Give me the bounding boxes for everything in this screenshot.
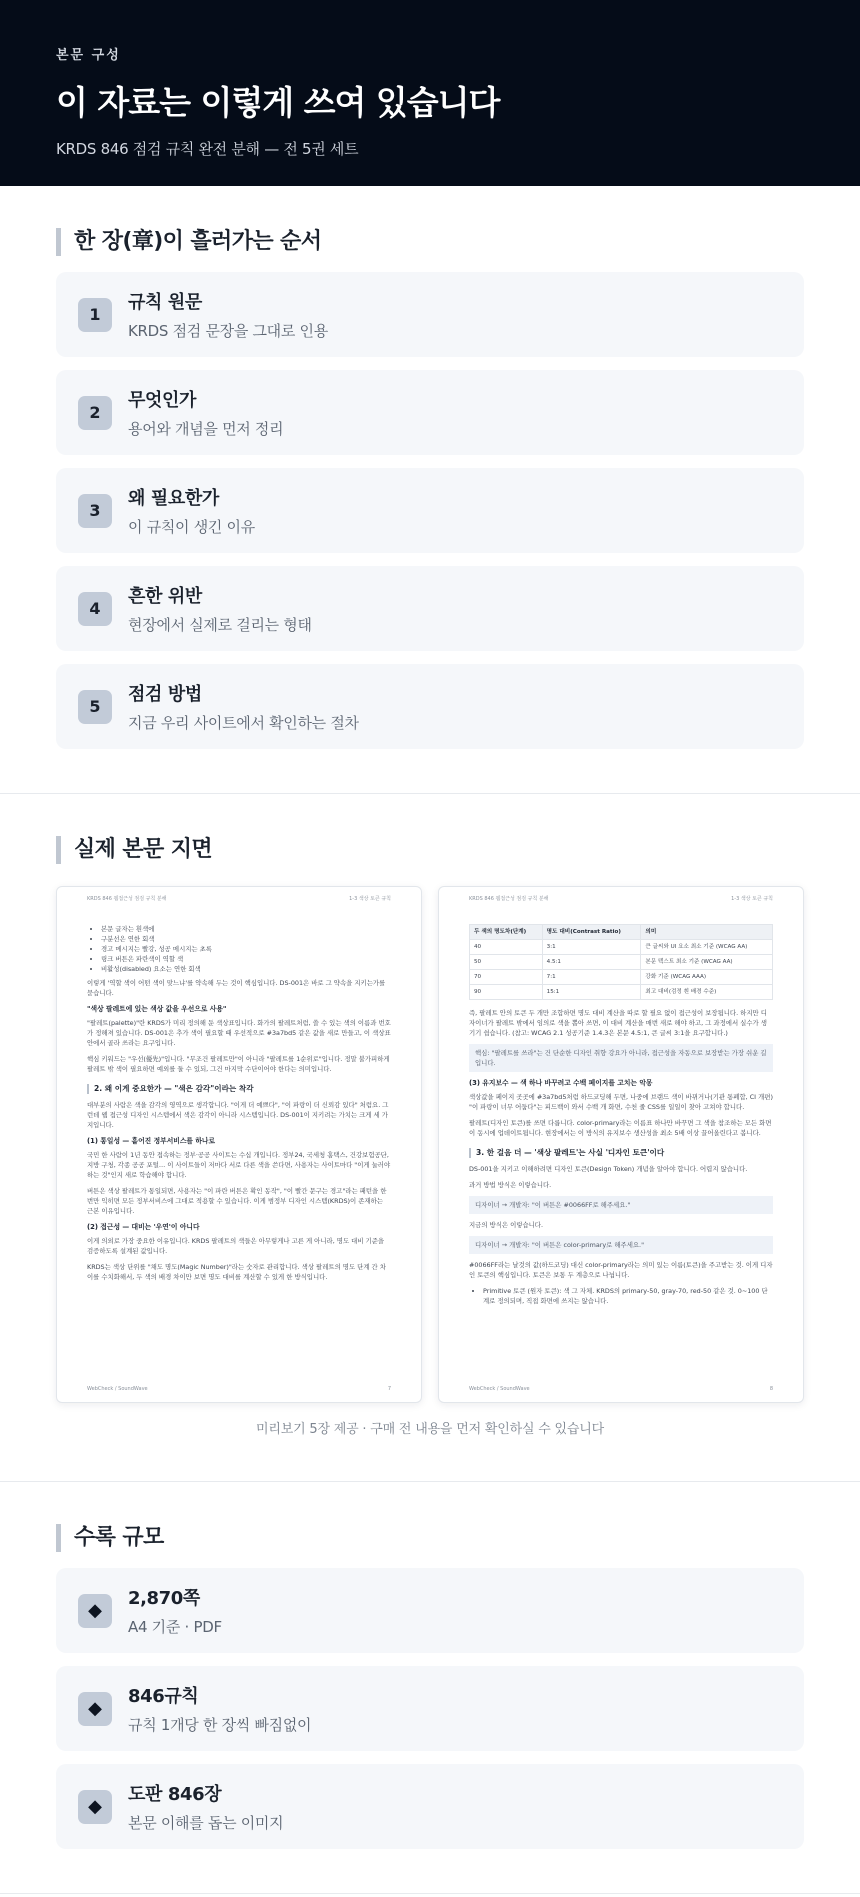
scale-card — [56, 1764, 804, 1849]
paragraph: #0066FF라는 날것의 값(하드코딩) 대신 color-primary라는 의미 있는 이름(토큰)을 주고받는 것. 이게 디자인 토큰의 핵심입니다. 토큰은 보통 두 계층으로 나뉩니다. — [469, 1261, 773, 1279]
paragraph: 대부분의 사람은 색을 감각의 영역으로 생각합니다. "이게 더 예쁘다", "이 파랑이 더 신뢰감 있다" 처럼요. 그런데 웹 접근성 디자인 시스템에서 색은 감각이 아니라 시스템입니다. DS-001이 지키려는 가치는 크게 세 가지입니다. — [87, 1101, 389, 1129]
list-item: • 경고 메시지는 빨강, 성공 메시지는 초록 — [101, 944, 391, 954]
preview-section — [0, 794, 860, 1481]
flow-step-card — [56, 272, 804, 357]
list-item: • Primitive 토큰 (원자 토큰): 색 그 자체. KRDS의 primary-50, gray-70, red-50 같은 것. 0~100 단계로 정의되며, 직접 화면에 쓰지는 않습니다. — [483, 1286, 773, 1306]
preview-title: 실제 본문 지면 — [56, 836, 804, 864]
page-body — [469, 924, 773, 1306]
page-number: 7 — [387, 1386, 391, 1392]
paragraph: 버튼은 색상 팔레트가 통일되면, 사용자는 "이 파란 버튼은 확인 동작", "이 빨간 문구는 경고"라는 패턴을 한 번만 익히면 모든 정부서비스에 그대로 적용할 수 있습니다. 이게 범정부 디자인 시스템(KRDS)이 존재하는 근본 이유입니다. — [87, 1187, 387, 1215]
code-example: 디자이너 → 개발자: "이 버튼은 #0066FF로 해주세요." — [469, 1196, 773, 1214]
bullet-list — [469, 1286, 773, 1306]
table-header-cell: 두 색의 명도차(단계) — [470, 925, 543, 940]
paragraph: 색상값을 페이지 곳곳에 #3a7bd5처럼 하드코딩해 두면, 나중에 브랜드 색이 바뀌거나(기관 통폐합, CI 개편) "이 파랑이 너무 어둡다"는 피드백이 와서 수백 개 화면, 수천 줄 CSS를 일일이 찾아 고쳐야 합니다. — [469, 1093, 773, 1111]
table-cell: 3:1 — [542, 940, 641, 955]
step-number-badge: 1 — [78, 298, 112, 332]
table-cell: 7:1 — [542, 970, 641, 985]
diamond-icon: ◆ — [78, 1692, 112, 1726]
scale-description: A4 기준 · PDF — [128, 1618, 222, 1636]
paragraph: 국민 한 사람이 1년 동안 접속하는 정부·공공 사이트는 수십 개입니다. 정부24, 국세청 홈택스, 건강보험공단, 지방 구청, 각종 공공 포털… 이 사이트들이 저마다 서로 다른 색을 쓴다면, 사용자는 사이트마다 "이게 눌러야 하는 것"인지 새로 학습해야 합니다. — [87, 1151, 391, 1179]
page-header — [87, 895, 391, 902]
table-row — [470, 970, 773, 985]
table-cell: 90 — [470, 985, 543, 1000]
bullet-list — [87, 924, 391, 974]
table-cell: 본문 텍스트 최소 기준 (WCAG AA) — [641, 955, 773, 970]
preview-caption: 미리보기 5장 제공 · 구매 전 내용을 먼저 확인하실 수 있습니다 — [256, 1422, 604, 1437]
step-description: 용어와 개념을 먼저 정리 — [128, 420, 284, 438]
paragraph: "팔레트(palette)"란 KRDS가 미리 정의해 둔 색상표입니다. 화가의 팔레트처럼, 쓸 수 있는 색의 이름과 번호가 정해져 있습니다. DS-001은 추가 색이 필요할 때 우선적으로 #3a7bd5 같은 값을 새로 만들고, 이 색상표 안에서 골라 쓰라는 요구입니다. — [87, 1019, 391, 1047]
paragraph: 이렇게 '역할 색이 어떤 색이 맞느냐'를 약속해 두는 것이 핵심입니다. DS-001은 바로 그 약속을 지키는가를 묻습니다. — [87, 979, 386, 997]
step-number-badge: 4 — [78, 592, 112, 626]
scale-value: 846규칙 — [128, 1686, 199, 1707]
page-footer — [469, 1386, 773, 1392]
paragraph: 팔레트(디자인 토큰)를 쓰면 다릅니다. color-primary라는 이름표 하나만 바꾸면 그 색을 참조하는 모든 화면이 동시에 업데이트됩니다. 현장에서는 이 방식의 유지보수 생산성을 최소 5배 이상 끌어올린다고 봅니다. — [469, 1119, 772, 1137]
table-cell: 15:1 — [542, 985, 641, 1000]
scale-value: 도판 846장 — [128, 1784, 222, 1805]
contrast-table — [469, 924, 773, 1000]
page-footer-left: WebCheck / SoundWave — [469, 1386, 530, 1392]
paragraph: 즉, 팔레트 안의 토큰 두 개만 조합하면 명도 대비 계산을 따로 할 필요 없이 접근성이 보장됩니다. 하지만 디자이너가 팔레트 밖에서 임의로 색을 뽑아 쓰면, 이 대비 계산을 매번 새로 해야 하고, 그 과정에서 실수가 생기기 쉽습니다. (참고: WCAG 2.1 성공기준 1.4.3은 본문 4.5:1, 큰 글씨 3:1을 요구합니다.) — [469, 1009, 767, 1037]
list-item: • 비활성(disabled) 요소는 연한 회색 — [101, 964, 391, 974]
page-footer-left: WebCheck / SoundWave — [87, 1386, 148, 1392]
preview-page-right — [438, 886, 804, 1403]
code-example: 디자이너 → 개발자: "이 버튼은 color-primary로 해주세요." — [469, 1236, 773, 1254]
hero-eyebrow: 본문 구성 — [56, 48, 121, 63]
scale-card — [56, 1568, 804, 1653]
paragraph: 과거 방법 방식은 이렇습니다. — [469, 1181, 552, 1189]
scale-value: 2,870쪽 — [128, 1588, 200, 1609]
section-heading: 2. 왜 이게 중요한가 — "색은 감각"이라는 착각 — [87, 1084, 391, 1094]
page-header-right: 1-3 색상 토큰 규칙 — [731, 896, 773, 902]
table-row — [470, 940, 773, 955]
table-cell: 50 — [470, 955, 543, 970]
step-description: 현장에서 실제로 걸리는 형태 — [128, 616, 312, 634]
step-number-badge: 3 — [78, 494, 112, 528]
list-item: • 링크 버튼은 파란색이 역할 색 — [101, 954, 391, 964]
sub-heading: (2) 접근성 — 대비는 '우연'이 아니다 — [87, 1223, 200, 1231]
page-header — [469, 895, 773, 902]
section-heading: 3. 한 걸음 더 — '색상 팔레트'는 사실 '디자인 토큰'이다 — [469, 1148, 773, 1158]
table-header-cell: 명도 대비(Contrast Ratio) — [542, 925, 641, 940]
step-number-badge: 5 — [78, 690, 112, 724]
scale-title: 수록 규모 — [56, 1524, 804, 1552]
list-item: • 본문 글자는 흰색에 — [101, 924, 391, 934]
scale-card — [56, 1666, 804, 1751]
paragraph: DS-001을 지키고 이해하려면 디자인 토큰(Design Token) 개념을 알아야 합니다. 어렵지 않습니다. — [469, 1165, 748, 1173]
chapter-flow-section — [0, 186, 860, 793]
sub-heading: "색상 팔레트에 있는 색상 값을 우선으로 사용" — [87, 1005, 227, 1013]
page-title: 이 자료는 이렇게 쓰여 있습니다 — [56, 83, 500, 122]
step-title: 왜 필요한가 — [128, 488, 219, 509]
chapter-flow-title: 한 장(章)이 흘러가는 순서 — [56, 228, 804, 256]
preview-pages — [56, 886, 804, 1403]
page-header-left: KRDS 846 웹접근성 점검 규칙 분해 — [87, 896, 167, 902]
scale-description: 규칙 1개당 한 장씩 빠짐없이 — [128, 1716, 312, 1734]
step-title: 무엇인가 — [128, 390, 196, 411]
preview-page-left — [56, 886, 422, 1403]
page-body — [87, 924, 391, 1282]
table-row — [470, 985, 773, 1000]
step-title: 점검 방법 — [128, 684, 202, 705]
hero-header — [0, 0, 860, 186]
table-cell: 4.5:1 — [542, 955, 641, 970]
callout-note: 핵심: "팔레트를 쓰라"는 건 단순한 디자인 취향 강요가 아니라, 접근성을 자동으로 보장받는 가장 쉬운 길입니다. — [469, 1044, 773, 1072]
flow-step-card — [56, 370, 804, 455]
paragraph: KRDS는 색상 단위를 "채도 명도(Magic Number)"라는 숫자로 관리합니다. 색상 팔레트의 명도 단계 간 차이를 수치화해서, 두 색의 배경 차이만 보면 명도 대비를 계산할 수 있게 한 방식입니다. — [87, 1263, 386, 1281]
diamond-icon: ◆ — [78, 1790, 112, 1824]
table-row — [470, 955, 773, 970]
page-header-right: 1-3 색상 토큰 규칙 — [349, 896, 391, 902]
step-description: 이 규칙이 생긴 이유 — [128, 518, 255, 536]
scale-description: 본문 이해를 돕는 이미지 — [128, 1814, 284, 1832]
step-title: 규칙 원문 — [128, 292, 202, 313]
section-divider — [0, 1893, 860, 1894]
sub-heading: (1) 통일성 — 흩어진 정부서비스를 하나로 — [87, 1137, 216, 1145]
flow-step-card — [56, 664, 804, 749]
scale-section — [0, 1482, 860, 1893]
page-header-left: KRDS 846 웹접근성 점검 규칙 분해 — [469, 896, 549, 902]
page-number: 8 — [769, 1386, 773, 1392]
table-header-cell: 의미 — [641, 925, 773, 940]
paragraph: 핵심 키워드는 "우선(優先)"입니다. "무조건 팔레트만"이 아니라 "팔레트를 1순위로"입니다. 정말 불가피하게 팔레트 밖 색이 필요하면 예외를 둘 수 있되, 그건 마지막 수단이어야 한다는 의미입니다. — [87, 1055, 390, 1073]
paragraph: 지금의 방식은 이렇습니다. — [469, 1221, 544, 1229]
table-cell: 큰 글씨와 UI 요소 최소 기준 (WCAG AA) — [641, 940, 773, 955]
table-cell: 강화 기준 (WCAG AAA) — [641, 970, 773, 985]
page-footer — [87, 1386, 391, 1392]
table-cell: 70 — [470, 970, 543, 985]
step-description: KRDS 점검 문장을 그대로 인용 — [128, 322, 328, 340]
page-subtitle: KRDS 846 점검 규칙 완전 분해 — 전 5권 세트 — [56, 140, 359, 158]
diamond-icon: ◆ — [78, 1594, 112, 1628]
sub-heading: (3) 유지보수 — 색 하나 바꾸려고 수백 페이지를 고치는 악몽 — [469, 1079, 653, 1087]
paragraph: 이게 의외로 가장 중요한 이유입니다. KRDS 팔레트의 색들은 아무렇게나 고른 게 아니라, 명도 대비 기준을 검증하도록 설계된 값입니다. — [87, 1237, 385, 1255]
flow-step-card — [56, 468, 804, 553]
step-title: 흔한 위반 — [128, 586, 202, 607]
flow-step-card — [56, 566, 804, 651]
list-item: • 구분선은 연한 회색 — [101, 934, 391, 944]
table-cell: 40 — [470, 940, 543, 955]
table-cell: 최고 대비(검정 흰 배경 수준) — [641, 985, 773, 1000]
step-number-badge: 2 — [78, 396, 112, 430]
step-description: 지금 우리 사이트에서 확인하는 절차 — [128, 714, 359, 732]
